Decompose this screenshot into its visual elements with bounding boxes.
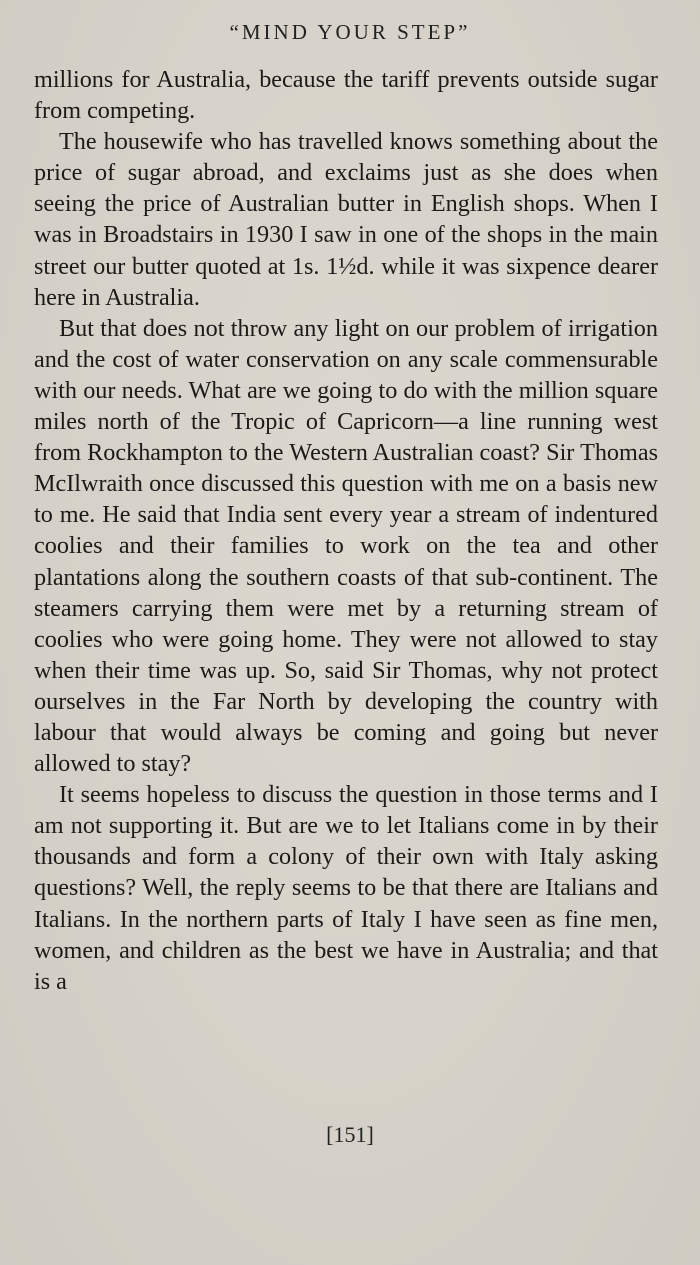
paragraph: But that does not throw any light on our problem of irrigation and the cost of water conservation on any scale commensurable with our needs. What are we going to do with the million square miles north of the Tropic of Capricorn—a line running west from Rockhampton to the Western Australian coast? Sir Thomas McIlwraith once discussed this question with me on a basis new to me. He said that India sent every year a stream of indentured coolies and their families to work on the tea and other plantations along the southern coasts of that sub-continent. The steamers carrying them were met by a returning stream of coolies who were going home. They were not allowed to stay when their time was up. So, said Sir Thomas, why not protect ourselves in the Far North by developing the country with labour that would always be coming and going but never allowed to stay? bbox=[34, 314, 658, 778]
body-text bbox=[34, 64, 658, 997]
paragraph: It seems hopeless to discuss the question in those terms and I am not supporting it. But are we to let Italians come in by their thousands and form a colony of their own with Italy asking questions? Well, the reply seems to be that there are Italians and Italians. In the northern parts of Italy I have seen as fine men, women, and children as the best we have in Australia; and that is a bbox=[34, 781, 658, 995]
paragraph: The housewife who has travelled knows something about the price of sugar abroad, and exclaims just as she does when seeing the price of Australian butter in English shops. When I was in Broadstairs in 1930 I saw in one of the shops in the main street our butter quoted at 1s. 1½d. while it was sixpence dearer here in Australia. bbox=[34, 128, 658, 311]
paragraph-continued: millions for Australia, because the tariff prevents outside sugar from competing. bbox=[34, 66, 658, 125]
running-head: “MIND YOUR STEP” bbox=[229, 20, 471, 44]
page-number: [151] bbox=[326, 1122, 374, 1147]
